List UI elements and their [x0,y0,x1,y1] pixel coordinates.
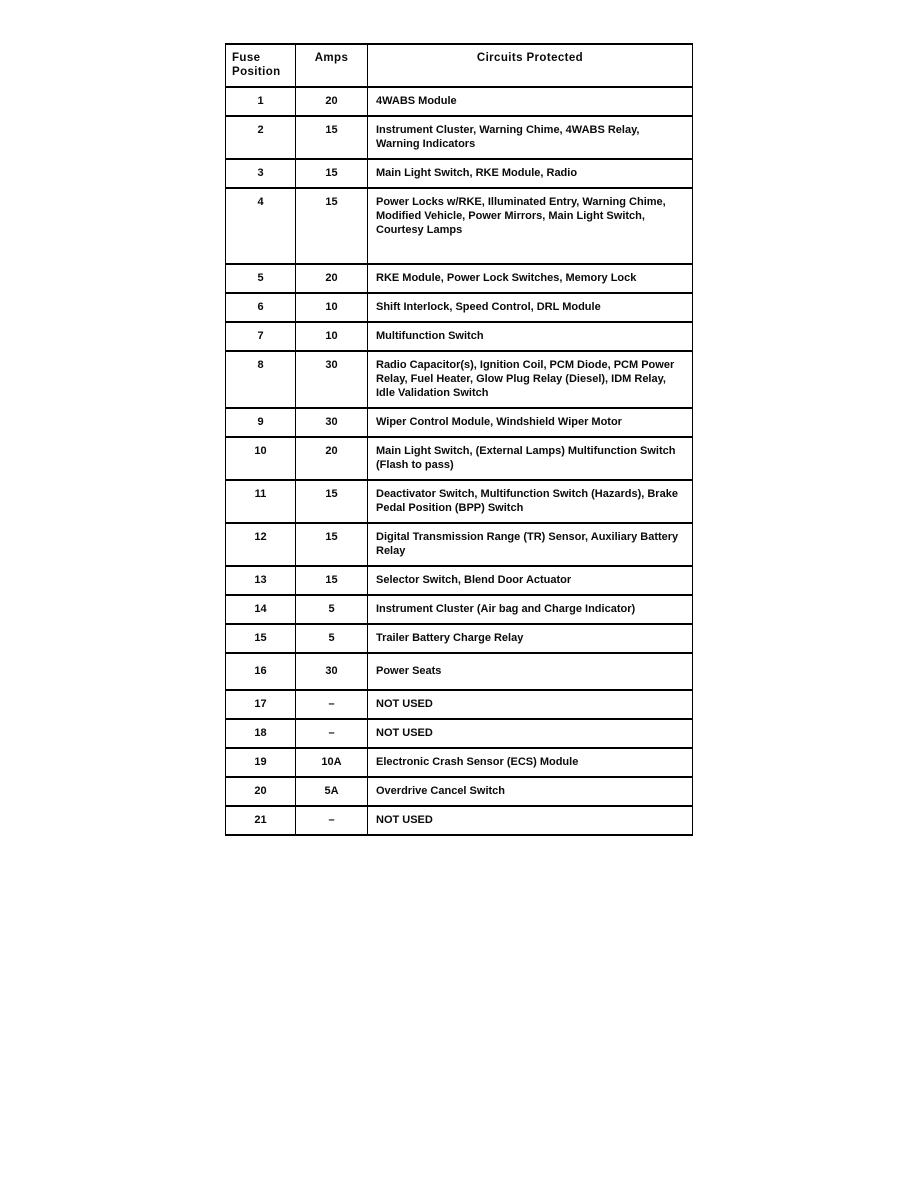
cell-amps: – [296,690,368,719]
cell-circuits-protected: Selector Switch, Blend Door Actuator [368,566,693,595]
cell-amps: 20 [296,87,368,116]
header-fuse-line2: Position [232,66,281,78]
table-row [226,437,693,480]
cell-amps: 15 [296,523,368,566]
header-fuse-position [226,44,296,87]
table-row [226,777,693,806]
cell-amps: 20 [296,264,368,293]
cell-fuse-position: 16 [226,653,296,690]
cell-circuits-protected: Power Seats [368,653,693,690]
cell-amps: 30 [296,408,368,437]
cell-fuse-position: 13 [226,566,296,595]
header-circuits-protected: Circuits Protected [368,44,693,87]
cell-fuse-position: 20 [226,777,296,806]
cell-circuits-protected: Multifunction Switch [368,322,693,351]
cell-amps: 30 [296,653,368,690]
cell-circuits-protected: Power Locks w/RKE, Illuminated Entry, Warning Chime, Modified Vehicle, Power Mirrors, Main Light Switch, Courtesy Lamps [368,188,693,264]
cell-fuse-position: 10 [226,437,296,480]
cell-fuse-position: 18 [226,719,296,748]
cell-amps: – [296,806,368,835]
header-fuse-line1: Fuse [232,52,261,64]
cell-fuse-position: 19 [226,748,296,777]
header-row [226,44,693,87]
cell-fuse-position: 9 [226,408,296,437]
cell-circuits-protected: Shift Interlock, Speed Control, DRL Module [368,293,693,322]
cell-circuits-protected: 4WABS Module [368,87,693,116]
table-row [226,595,693,624]
table-row [226,87,693,116]
cell-circuits-protected: Overdrive Cancel Switch [368,777,693,806]
cell-fuse-position: 3 [226,159,296,188]
fuse-table [225,43,693,836]
cell-amps: 15 [296,480,368,523]
table-row [226,480,693,523]
table-row [226,748,693,777]
cell-fuse-position: 6 [226,293,296,322]
cell-circuits-protected: NOT USED [368,806,693,835]
table-row [226,264,693,293]
cell-amps: 5 [296,595,368,624]
fuse-table-body [226,87,693,835]
cell-circuits-protected: Main Light Switch, RKE Module, Radio [368,159,693,188]
cell-amps: 30 [296,351,368,408]
table-row [226,690,693,719]
cell-amps: 10 [296,293,368,322]
cell-fuse-position: 2 [226,116,296,159]
cell-amps: 20 [296,437,368,480]
table-row [226,322,693,351]
cell-circuits-protected: Deactivator Switch, Multifunction Switch (Hazards), Brake Pedal Position (BPP) Switch [368,480,693,523]
cell-circuits-protected: Wiper Control Module, Windshield Wiper Motor [368,408,693,437]
cell-amps: 5A [296,777,368,806]
table-row [226,159,693,188]
cell-amps: 15 [296,566,368,595]
table-row [226,806,693,835]
table-row [226,566,693,595]
cell-fuse-position: 7 [226,322,296,351]
cell-circuits-protected: RKE Module, Power Lock Switches, Memory Lock [368,264,693,293]
cell-fuse-position: 21 [226,806,296,835]
cell-circuits-protected: NOT USED [368,719,693,748]
cell-circuits-protected: Trailer Battery Charge Relay [368,624,693,653]
table-row [226,523,693,566]
header-amps: Amps [296,44,368,87]
cell-fuse-position: 4 [226,188,296,264]
cell-amps: 10A [296,748,368,777]
cell-circuits-protected: Instrument Cluster (Air bag and Charge Indicator) [368,595,693,624]
cell-circuits-protected: NOT USED [368,690,693,719]
cell-amps: 15 [296,188,368,264]
table-row [226,653,693,690]
cell-circuits-protected: Electronic Crash Sensor (ECS) Module [368,748,693,777]
cell-fuse-position: 15 [226,624,296,653]
cell-circuits-protected: Instrument Cluster, Warning Chime, 4WABS Relay, Warning Indicators [368,116,693,159]
cell-amps: 10 [296,322,368,351]
table-row [226,116,693,159]
table-row [226,188,693,264]
table-row [226,408,693,437]
cell-circuits-protected: Radio Capacitor(s), Ignition Coil, PCM Diode, PCM Power Relay, Fuel Heater, Glow Plug Relay (Diesel), IDM Relay, Idle Validation Switch [368,351,693,408]
cell-fuse-position: 12 [226,523,296,566]
cell-fuse-position: 17 [226,690,296,719]
cell-circuits-protected: Digital Transmission Range (TR) Sensor, Auxiliary Battery Relay [368,523,693,566]
cell-amps: – [296,719,368,748]
fuse-table-header [226,44,693,87]
table-row [226,351,693,408]
cell-fuse-position: 14 [226,595,296,624]
table-row [226,719,693,748]
table-row [226,624,693,653]
cell-fuse-position: 5 [226,264,296,293]
cell-circuits-protected: Main Light Switch, (External Lamps) Multifunction Switch (Flash to pass) [368,437,693,480]
cell-fuse-position: 8 [226,351,296,408]
table-row [226,293,693,322]
cell-fuse-position: 11 [226,480,296,523]
cell-amps: 15 [296,116,368,159]
cell-fuse-position: 1 [226,87,296,116]
cell-amps: 15 [296,159,368,188]
cell-amps: 5 [296,624,368,653]
